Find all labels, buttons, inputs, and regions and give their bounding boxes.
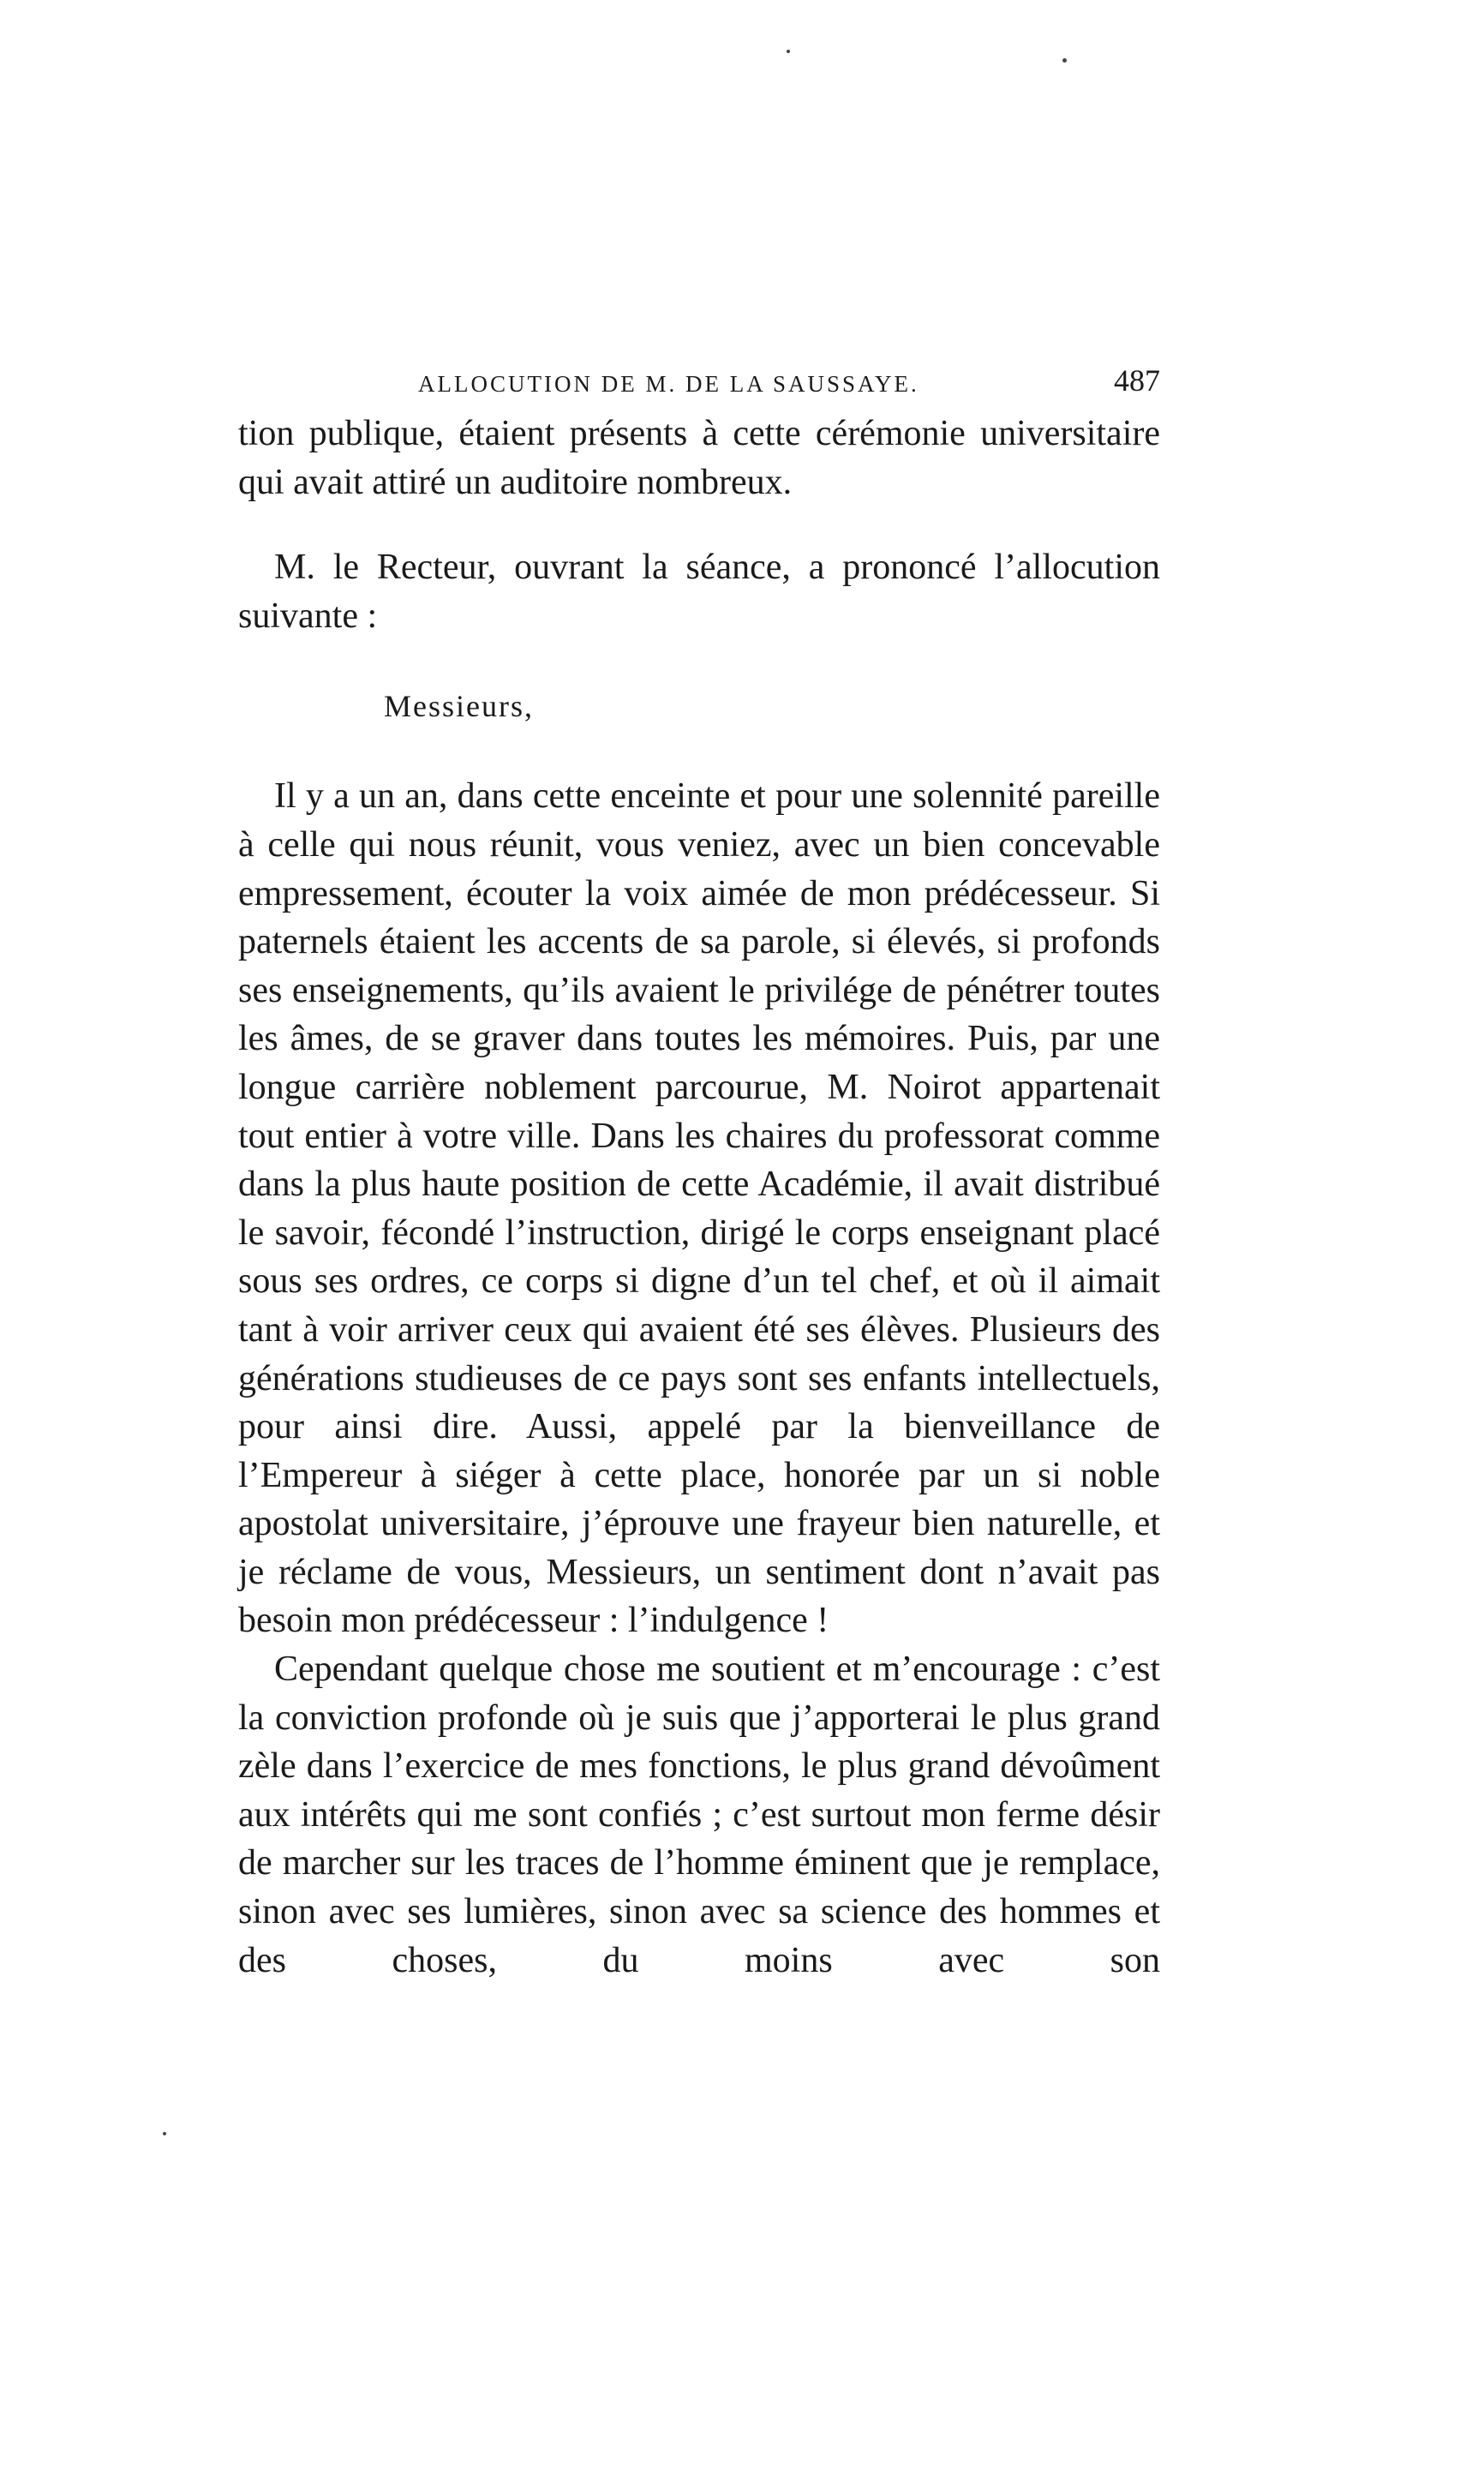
opening-paragraph: M. le Recteur, ouvrant la séance, a prononcé l’allocution suivante : <box>238 548 1160 636</box>
body-text <box>238 410 1160 1985</box>
paragraph-2: Cependant quelque chose me soutient et m’encourage : c’est la conviction profonde où je suis que j’apporterai le plus grand zèle dans l’exercice de mes fonctions, le plus grand dévoûment aux intérêts qui me sont confiés ; c’est surtout mon ferme désir de marcher sur les traces de l’homme éminent que je remplace, sinon avec ses lumières, sinon avec sa science des hommes et des choses, du moins avec son <box>238 1650 1160 1980</box>
ink-speck <box>1062 58 1067 63</box>
salutation: Messieurs, <box>384 689 534 724</box>
running-title: ALLOCUTION DE M. DE LA SAUSSAYE. <box>418 371 919 397</box>
running-head <box>238 362 1160 404</box>
ink-speck <box>787 50 790 53</box>
page-number: 487 <box>1114 363 1160 398</box>
intro-paragraph: tion publique, étaient présents à cette cérémonie universitaire qui avait attiré un auditoire nombreux. <box>238 414 1160 502</box>
paragraph-1: Il y a un an, dans cette enceinte et pour une solennité pareille à celle qui nous réunit, vous veniez, avec un bien concevable empressement, écouter la voix aimée de mon prédécesseur. Si paternels étaient les accents de sa parole, si élevés, si profonds ses enseignements, qu’ils avaient le privilége de pénétrer toutes les âmes, de se graver dans toutes les mémoires. Puis, par une longue carrière noblement parcourue, M. Noirot appartenait tout entier à votre ville. Dans les chaires du professorat comme dans la plus haute position de cette Académie, il avait distribué le savoir, fécondé l’instruction, dirigé le corps enseignant placé sous ses ordres, ce corps si digne d’un tel chef, et où il aimait tant à voir arriver ceux qui avaient été ses élèves. Plusieurs des générations studieuses de ce pays sont ses enfants intellectuels, pour ainsi dire. Aussi, appelé par la bienveillance de l’Empereur à siéger à cette place, honorée par un si noble apostolat universitaire, j’éprouve une frayeur bien naturelle, et je réclame de vous, Messieurs, un sentiment dont n’avait pas besoin mon prédécesseur : l’indulgence ! <box>238 776 1160 1641</box>
ink-speck <box>163 2132 166 2135</box>
